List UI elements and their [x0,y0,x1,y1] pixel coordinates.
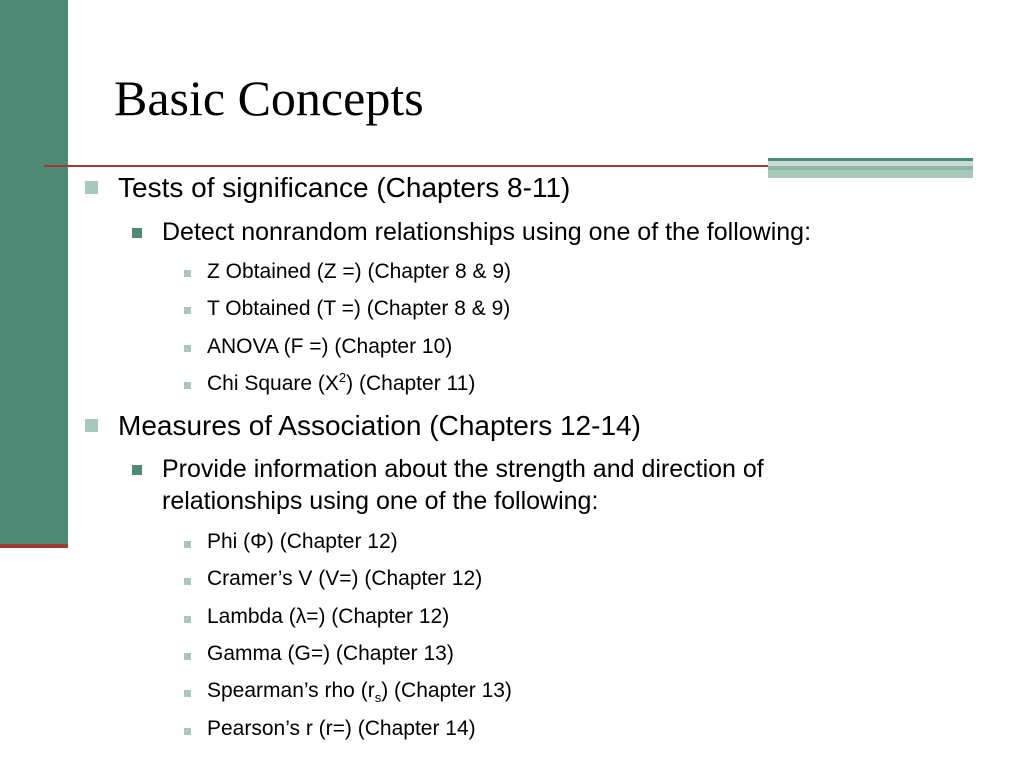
square-bullet-icon [184,345,191,352]
square-bullet-icon [184,382,191,389]
square-bullet-icon [85,419,98,432]
square-bullet-icon [184,616,191,623]
square-bullet-icon [132,465,142,475]
square-bullet-icon [184,690,191,697]
square-bullet-icon [132,228,142,238]
slide-title: Basic Concepts [114,70,424,126]
bullet-list: Tests of significance (Chapters 8-11) Detect nonrandom relationships using one of the following: Z Obtained (Z =) (Chapter 8 & 9) T Obtained (T =) (Chapter 8 & 9) ANOVA (F =) (Chapter 10) Chi Square $(X^2)$ (Chapter 11) Measures of Association (Chapters 12-14) Provide information about the strength and direction of relationships using one of the following: Phi (Φ) (Chapter 12) Cramer’s V (V=) (Chapter 12) Lambda (λ=) (Chapter 12) Gamma (G=) (Chapter 13) Spearman’s rho $(r_s)$ (Chapter 13) Pearson’s r (r=) (Chapter 14) [0,0,1024,768]
square-bullet-icon [184,728,191,735]
square-bullet-icon [85,181,98,194]
square-bullet-icon [184,653,191,660]
square-bullet-icon [184,578,191,585]
square-bullet-icon [184,307,191,314]
square-bullet-icon [184,541,191,548]
square-bullet-icon [184,270,191,277]
